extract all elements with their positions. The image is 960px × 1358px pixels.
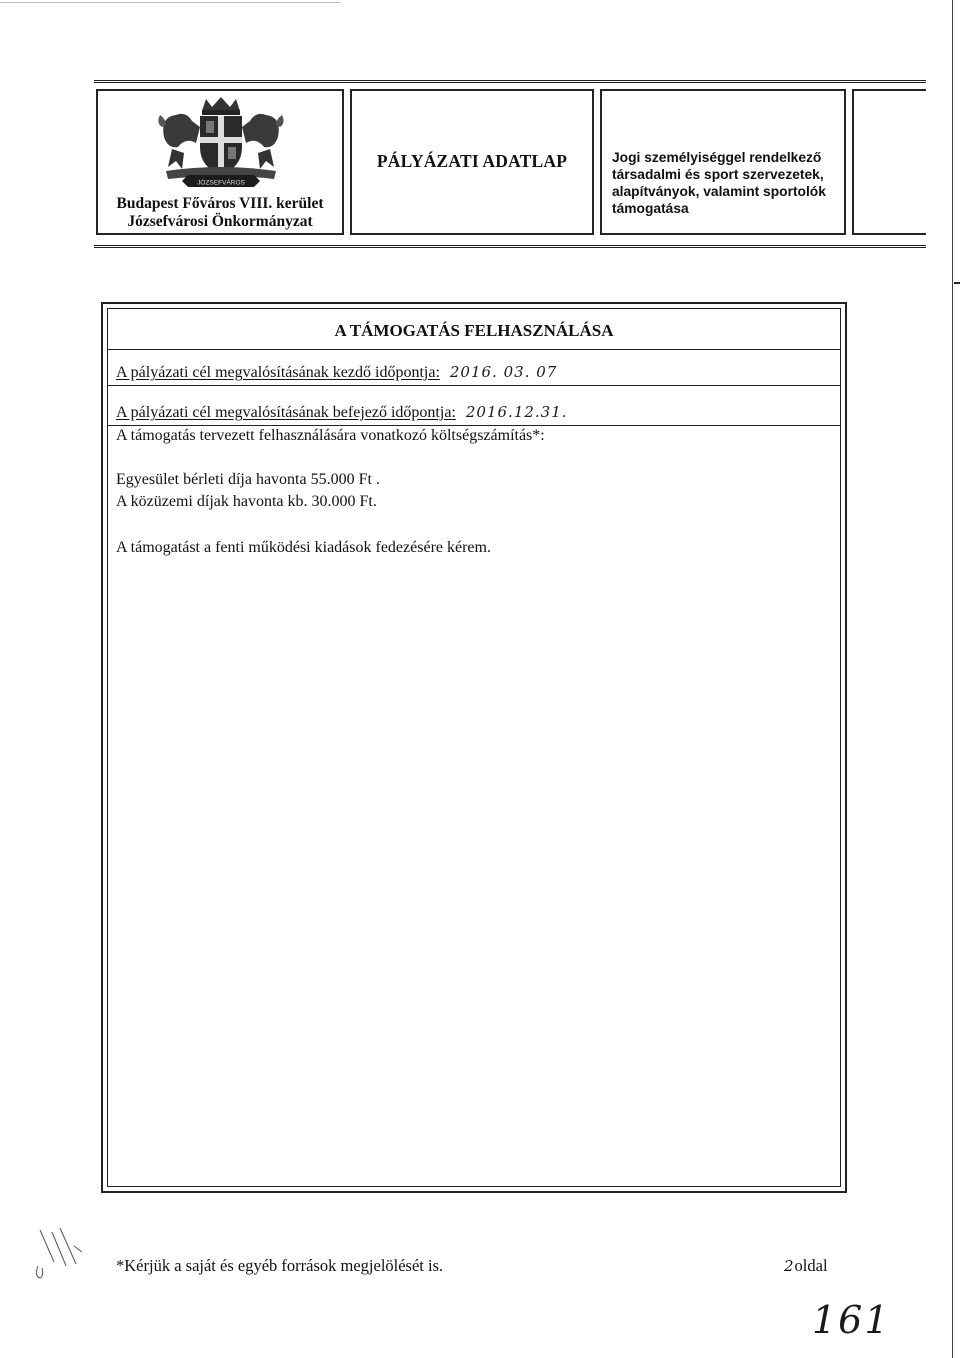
- coat-of-arms-logo: [156, 97, 286, 187]
- title-rule: [108, 349, 840, 350]
- section-title: A TÁMOGATÁS FELHASZNÁLÁSA: [334, 321, 614, 340]
- handwritten-page-number: 161: [812, 1298, 891, 1342]
- start-date-rule: [108, 385, 840, 386]
- end-date-row: [116, 403, 568, 422]
- scan-artifact-edge: [952, 0, 953, 1358]
- target-group-text: Jogi személyiséggel rendelkező társadalmi és sport szervezetek, alapítványok, valamint sportolók támogatása: [612, 150, 826, 216]
- closing-statement: A támogatást a fenti működési kiadások fedezésére kérem.: [116, 539, 491, 556]
- page-handwritten-number: 2: [784, 1257, 794, 1275]
- document-title: PÁLYÁZATI ADATLAP: [376, 151, 568, 171]
- end-date-label: A pályázati cél megvalósításának befejező időpontja:: [116, 404, 456, 421]
- office-name-line2: Józsefvárosi Önkormányzat: [127, 213, 313, 230]
- footnote: *Kérjük a saját és egyéb források megjelölését is.: [116, 1256, 444, 1275]
- usage-section: [107, 308, 841, 1187]
- office-name: [98, 195, 342, 231]
- title-cell: [350, 89, 594, 235]
- start-date-row: [116, 363, 557, 382]
- end-date-rule: [108, 425, 840, 426]
- empty-cell: [852, 89, 926, 235]
- start-date-label: A pályázati cél megvalósításának kezdő időpontja:: [116, 364, 440, 381]
- end-date-value: 2016.12.31.: [465, 403, 568, 421]
- budget-label: A támogatás tervezett felhasználására vonatkozó költségszámítás*:: [116, 427, 545, 444]
- budget-line-rent: Egyesület bérleti díja havonta 55.000 Ft .: [116, 471, 380, 488]
- office-name-line1: Budapest Főváros VIII. kerület: [116, 195, 324, 212]
- budget-line-utilities: A közüzemi díjak havonta kb. 30.000 Ft.: [116, 493, 377, 510]
- target-group-cell: [600, 89, 846, 235]
- office-cell: [96, 89, 344, 235]
- start-date-value: 2016. 03. 07: [449, 363, 558, 381]
- usage-section-frame: [101, 302, 847, 1193]
- scan-artifact-tick: [954, 282, 960, 284]
- crest-banner-text: JÓZSEFVÁROS: [197, 179, 245, 187]
- scan-artifact-top: [0, 2, 340, 3]
- page-label: [784, 1256, 828, 1276]
- header-table: [94, 80, 926, 248]
- page-word: oldal: [794, 1256, 828, 1275]
- pen-mark-scribble: [30, 1222, 100, 1282]
